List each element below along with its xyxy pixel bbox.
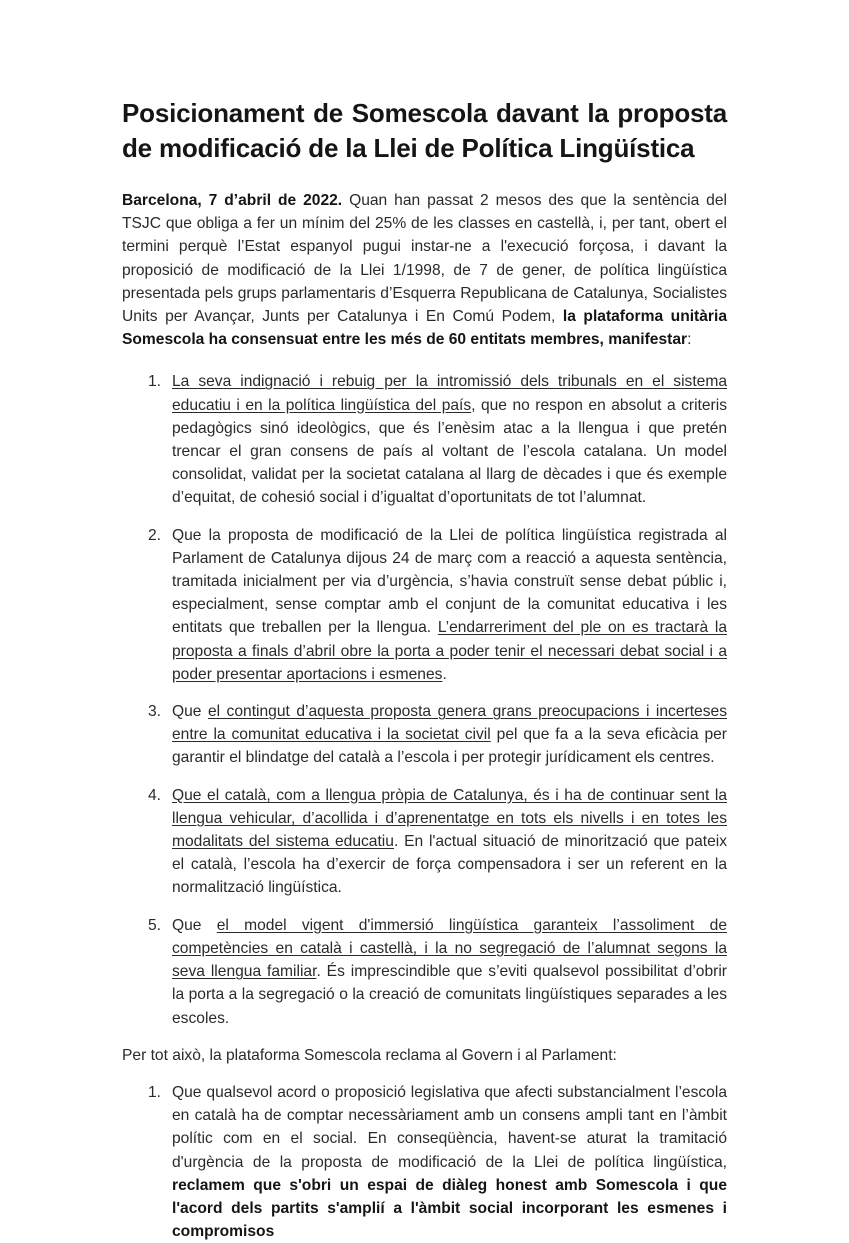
intro-paragraph bbox=[122, 189, 727, 351]
item-underlined: L’endarreriment del ple on es tractarà la proposta a finals d’abril obre la porta a poder tenir el necessari debat social i a poder presentar aportacions i esmenes bbox=[172, 619, 727, 683]
manifest-list bbox=[122, 370, 727, 1029]
item-underlined: Que el català, com a llengua pròpia de Catalunya, és i ha de continuar sent la llengua vehicular, d’acollida i d’aprenentatge en tots els nivells i en totes les modalitats del sistema educatiu bbox=[172, 786, 727, 851]
list-item bbox=[122, 784, 727, 900]
item-bold: reclamem que s'obri un espai de diàleg honest amb Somescola i que l'acord dels partits s'amplií a l'àmbit social incorporant les esmenes i compromisos bbox=[172, 1176, 727, 1241]
list-item-number: 1. bbox=[148, 1083, 162, 1101]
list-item bbox=[122, 1081, 727, 1243]
demands-intro: Per tot això, la plataforma Somescola reclama al Govern i al Parlament: bbox=[122, 1046, 617, 1064]
item-text: Que la proposta de modificació de la Llei de política lingüística registrada al Parlament de Catalunya dijous 24 de març com a reacció a aquesta sentència, tramitada inicialment per via d’urgència, s’havia construït sense debat públic i, especialment, sense comptar amb el conjunt de la comunitat educativa i les entitats que treballen per la llengua. bbox=[172, 526, 727, 637]
item-text: Que qualsevol acord o proposició legislativa que afecti substancialment l’escola en català ha de comptar necessàriament amb un consens ampli tant en l’àmbit polític com en el social. En conseqüència, havent-se aturat la tramitació d'urgència de la proposta de modificació de la Llei de política lingüística, bbox=[172, 1083, 727, 1171]
demands-list bbox=[122, 1081, 727, 1243]
item-end: . bbox=[442, 665, 447, 683]
item-underlined: La seva indignació i rebuig per la intromissió dels tribunals en el sistema educatiu i en la política lingüística del país bbox=[172, 373, 727, 414]
item-underlined: el contingut d’aquesta proposta genera grans preocupacions i incerteses entre la comunitat educativa i la societat civil bbox=[172, 703, 727, 744]
item-text: , que no respon en absolut a criteris pedagògics sinó ideològics, que és l’enèsim atac a la llengua i que pretén trencar el gran consens de país al voltant de l’escola catalana. Un model consolidat, validat per la societat catalana al llarg de dècades i que és exemple d’equitat, de cohesió social i d’igualtat d’oportunitats de tot l’alumnat. bbox=[172, 396, 727, 507]
intro-end: : bbox=[687, 331, 692, 349]
item-text: Que bbox=[172, 916, 217, 934]
list-item-number: 5. bbox=[148, 916, 162, 934]
list-item bbox=[122, 914, 727, 1030]
item-end: . És imprescindible que s’eviti qualsevol possibilitat d’obrir la porta a la segregació o la creació de comunitats lingüístiques separades a les escoles. bbox=[172, 963, 727, 1027]
list-item-number: 2. bbox=[148, 526, 162, 544]
item-text: Que bbox=[172, 703, 208, 721]
item-underlined: el model vigent d'immersió lingüística garanteix l’assoliment de competències en català i castellà, i la no segregació de l’alumnat segons la seva llengua familiar bbox=[172, 916, 727, 981]
list-item bbox=[122, 700, 727, 770]
list-item-number: 1. bbox=[148, 373, 162, 391]
item-end: pel que fa a la seva eficàcia per garantir el blindatge del català a l’escola i per protegir jurídicament els centres. bbox=[172, 726, 727, 767]
intro-text: Quan han passat 2 mesos des que la sentència del TSJC que obliga a fer un mínim del 25% de les classes en castellà, i, per tant, obert el termini perquè l’Estat espanyol pugui instar-ne a l'execució forçosa, i davant la proposició de modificació de la Llei 1/1998, de 7 de gener, de política lingüística presentada pels grups parlamentaris d’Esquerra Republicana de Catalunya, Socialistes Units per Avançar, Junts per Catalunya i En Comú Podem, bbox=[122, 192, 727, 326]
list-item bbox=[122, 524, 727, 686]
intro-bold: la plataforma unitària Somescola ha consensuat entre les més de 60 entitats membres, manifestar bbox=[122, 308, 727, 349]
item-text: . En l'actual situació de minorització que pateix el català, l’escola ha d’exercir de força compensadora i ser un referent en la normalització lingüística. bbox=[172, 833, 728, 897]
dateline: Barcelona, 7 d’abril de 2022. bbox=[122, 192, 343, 209]
list-item-number: 4. bbox=[148, 786, 162, 804]
list-item bbox=[122, 370, 727, 509]
list-item-number: 3. bbox=[148, 703, 162, 721]
document-title: Posicionament de Somescola davant la proposta de modificació de la Llei de Política Lingüística bbox=[122, 98, 727, 163]
